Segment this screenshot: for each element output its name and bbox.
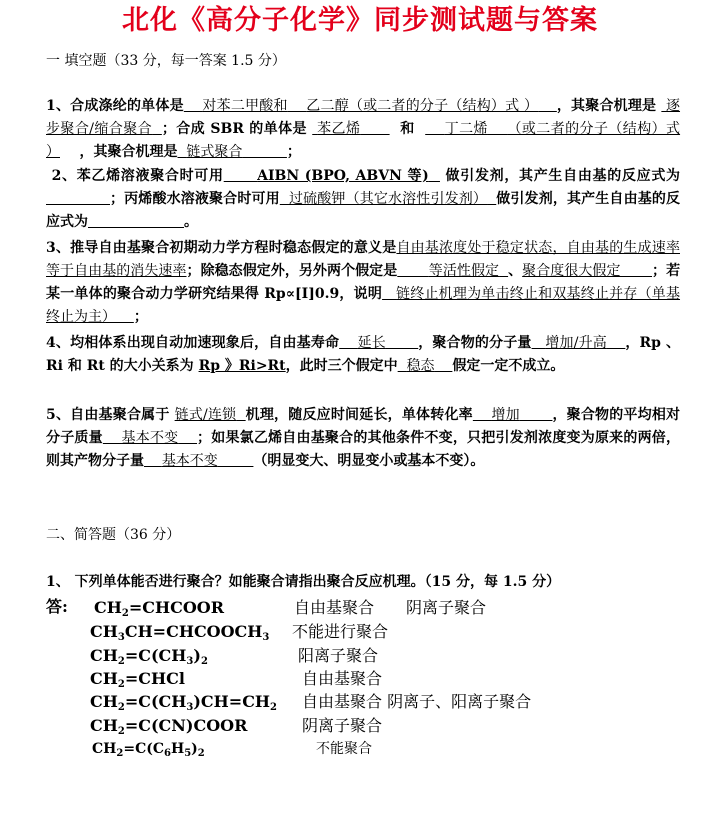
- monomer-formula: $CH_2=C(C_6H_5)_2$: [92, 741, 205, 759]
- monomer-formula: $CH_2=CHCl$: [90, 669, 185, 690]
- answer-row: [90, 620, 650, 643]
- q1-answer-7: 链式聚合: [186, 144, 243, 160]
- q3-text-2: ；除稳态假定外，另外两个假定是: [186, 263, 398, 279]
- q3-answer-1: 自由基浓度处于稳定状态，自由基的生成速率等于自由基的消失速率: [46, 240, 680, 279]
- monomer-formula: $CH_3CH=CHCOOCH_3$: [90, 622, 270, 643]
- question-3: [46, 237, 680, 329]
- polymerization-mechanism: 阴离子聚合: [302, 716, 383, 735]
- q4-text-4: ，此时三个假定中: [285, 358, 398, 374]
- q3-text-4: ；若某一单体的聚合动力学研究结果得 Rp∝[I]0.9，说明: [46, 263, 681, 302]
- q1-answer-2: 乙二醇（或二者的分子（结构）式 ）: [306, 98, 539, 114]
- q2-text-2: 做引发剂，其产生自由基的反应式为: [445, 168, 681, 184]
- answer-row: [90, 714, 650, 737]
- polymerization-mechanism: 自由基聚合 阴离子聚合: [294, 598, 487, 617]
- q2-blank-1: [46, 190, 110, 205]
- answer-label: 答:: [46, 597, 68, 616]
- polymerization-mechanism: 自由基聚合: [302, 669, 383, 688]
- q1-text-3: ；合成 SBR 的单体是: [161, 121, 307, 137]
- q1-answer-5: 丁二烯: [444, 121, 488, 137]
- q5-text-5: （明显变大、明显变小或基本不变）。: [253, 453, 485, 469]
- section-heading-short-answer: 二、简答题（36 分）: [46, 527, 181, 543]
- q1-text-5: ，其聚合机理是: [79, 144, 178, 160]
- polymerization-mechanism: 自由基聚合 阴离子、阳离子聚合: [302, 692, 532, 711]
- q5-answer-2: 增加: [491, 407, 520, 423]
- q3-text-5: ；: [133, 309, 148, 325]
- q4-answer-2: 增加/升高: [545, 335, 607, 351]
- question-5: [46, 404, 680, 473]
- q2-text-1: 2、苯乙烯溶液聚合时可用: [51, 168, 224, 184]
- answer-row: [90, 690, 650, 713]
- monomer-formula: $CH_2=C(CH_3)CH=CH_2$: [90, 692, 278, 713]
- q4-answer-3: Rp 》Ri>Rt: [198, 358, 286, 374]
- q1-answer-1: 对苯二甲酸和: [202, 98, 288, 114]
- q5-answer-4: 基本不变: [161, 453, 218, 469]
- monomer-formula: $CH_2=CHCOOR$: [94, 598, 224, 619]
- q3-answer-4: 链终止机理为单击终止和双基终止并存（单基终止为主）: [46, 286, 681, 325]
- polymerization-mechanism: 阳离子聚合: [298, 646, 379, 665]
- monomer-formula: $CH_2=C(CH_3)_2$: [90, 646, 208, 667]
- q2-answer-1: AIBN (BPO, ABVN 等): [257, 168, 429, 184]
- question-4: [46, 332, 680, 378]
- document-title: 北化《高分子化学》同步测试题与答案: [122, 5, 598, 36]
- question-1: [46, 95, 680, 164]
- monomer-formula: $CH_2=C(CN)COOR$: [90, 716, 248, 737]
- answer-row: [94, 596, 654, 619]
- q1-answer-6: （或二者的分子（结构）式 ）: [46, 121, 681, 160]
- q4-text-3: ，Rp 、Ri 和 Rt 的大小关系为: [46, 335, 680, 374]
- q5-text-1: 5、自由基聚合属于: [46, 407, 170, 423]
- q4-answer-1: 延长: [357, 335, 386, 351]
- q1-text-1: 1、合成涤纶的单体是: [46, 98, 184, 114]
- short-question-1: 1、 下列单体能否进行聚合？如能聚合请指出聚合反应机理。（15 分，每 1.5 分）: [46, 574, 561, 590]
- q3-answer-3: 聚合度很大假定: [522, 263, 621, 279]
- q2-text-5: 。: [184, 214, 198, 230]
- question-2: [46, 165, 680, 234]
- q5-answer-1: 链式/连锁: [174, 407, 237, 423]
- q3-text-1: 3、推导自由基聚合初期动力学方程时稳态假定的意义是: [46, 240, 397, 256]
- q5-text-3: ，聚合物的平均相对分子质量: [46, 407, 681, 446]
- answer-row: [90, 667, 650, 690]
- q2-blank-2: [88, 213, 184, 228]
- q2-text-4: 做引发剂，其产生自由基的反应式为: [46, 191, 681, 230]
- q5-text-2: 机理，随反应时间延长，单体转化率: [245, 407, 473, 423]
- q4-text-5: 假定一定不成立。: [452, 358, 565, 374]
- q1-answer-3: 逐步聚合/缩合聚合: [46, 98, 681, 137]
- polymerization-mechanism: 不能聚合: [316, 741, 372, 757]
- q4-text-2: ，聚合物的分子量: [418, 335, 532, 351]
- q2-answer-2: 过硫酸钾（其它水溶性引发剂）: [288, 191, 488, 207]
- q1-text-2: ，其聚合机理是: [556, 98, 657, 114]
- q4-text-1: 4、均相体系出现自动加速现象后，自由基寿命: [46, 335, 340, 351]
- q2-text-3: ；丙烯酸水溶液聚合时可用: [110, 191, 280, 207]
- section-heading-fill-blank: 一 填空题（33 分，每一答案 1.5 分）: [46, 53, 286, 69]
- q1-text-4: 和: [400, 121, 415, 137]
- polymerization-mechanism: 不能进行聚合: [292, 622, 389, 641]
- q3-answer-2: 等活性假定: [428, 263, 500, 279]
- answer-row: [90, 644, 650, 667]
- q1-text-6: ；: [286, 144, 301, 160]
- q1-answer-4: 苯乙烯: [317, 121, 361, 137]
- q5-text-4: ；如果氯乙烯自由基聚合的其他条件不变，只把引发剂浓度变为原来的两倍，则其产物分子量: [46, 430, 681, 469]
- q5-answer-3: 基本不变: [121, 430, 179, 446]
- q3-text-3: 、: [508, 263, 523, 279]
- answer-row: [92, 738, 652, 761]
- q4-answer-4: 稳态: [406, 358, 435, 374]
